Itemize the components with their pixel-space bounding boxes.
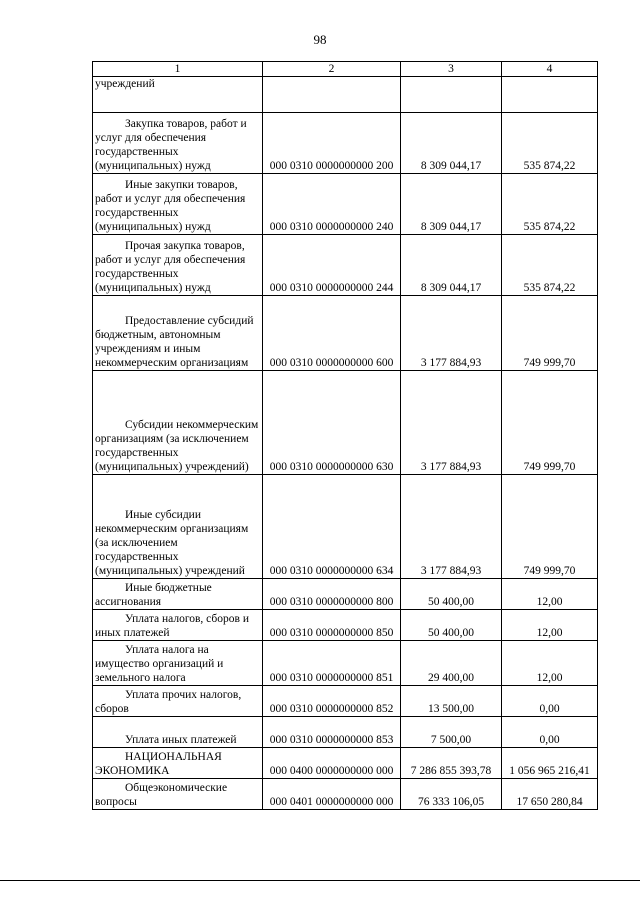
row-name: Уплата налогов, сборов и иных платежей [95,613,249,639]
row-code: 000 0310 0000000000 800 [263,579,401,610]
row-value-col3 [401,77,502,113]
row-value-col3: 50 400,00 [401,579,502,610]
row-code: 000 0310 0000000000 200 [263,113,401,174]
row-value-col4: 0,00 [502,686,598,717]
row-value-col4: 535 874,22 [502,235,598,296]
row-code: 000 0310 0000000000 600 [263,296,401,371]
row-value-col4: 0,00 [502,717,598,748]
row-value-col4: 12,00 [502,641,598,686]
row-value-col3: 50 400,00 [401,610,502,641]
row-value-col3: 8 309 044,17 [401,235,502,296]
row-value-col3: 3 177 884,93 [401,296,502,371]
row-value-col4 [502,77,598,113]
row-name-cell [93,610,263,641]
row-name-cell [93,113,263,174]
row-value-col4: 12,00 [502,579,598,610]
row-value-col4: 17 650 280,84 [502,779,598,810]
row-name: Прочая закупка товаров, работ и услуг для обеспечения государственных (муниципальных) нужд [95,240,246,294]
row-name: Уплата налога на имущество организаций и земельного налога [95,644,224,684]
row-value-col4: 535 874,22 [502,113,598,174]
row-code: 000 0400 0000000000 000 [263,748,401,779]
row-name-cell [93,174,263,235]
row-value-col3: 8 309 044,17 [401,174,502,235]
page-number: 98 [313,32,327,47]
column-header-4: 4 [502,62,598,77]
row-code: 000 0310 0000000000 634 [263,475,401,579]
column-header-2: 2 [263,62,401,77]
row-name: НАЦИОНАЛЬНАЯ ЭКОНОМИКА [95,751,222,777]
row-value-col4: 535 874,22 [502,174,598,235]
table-row [93,174,598,235]
row-name-cell [93,371,263,475]
row-name: Уплата прочих налогов, сборов [95,689,242,715]
row-value-col3: 8 309 044,17 [401,113,502,174]
row-name: Иные субсидии некоммерческим организациям (за исключением государственных (муниципальных) учреждений [95,509,249,577]
row-name-cell [93,641,263,686]
row-name: Предоставление субсидий бюджетным, автономным учреждениям и иным некоммерческим организациям [95,315,254,369]
table-row [93,113,598,174]
row-code: 000 0310 0000000000 853 [263,717,401,748]
row-value-col3: 7 286 855 393,78 [401,748,502,779]
row-value-col4: 749 999,70 [502,296,598,371]
row-value-col4: 1 056 965 216,41 [502,748,598,779]
row-code: 000 0310 0000000000 630 [263,371,401,475]
row-name-cell [93,686,263,717]
table-row [93,235,598,296]
row-code: 000 0310 0000000000 244 [263,235,401,296]
table-row [93,641,598,686]
table-row [93,77,598,113]
row-name: Общеэкономические вопросы [95,782,228,808]
row-value-col4: 749 999,70 [502,475,598,579]
row-value-col3: 13 500,00 [401,686,502,717]
row-code: 000 0401 0000000000 000 [263,779,401,810]
table-row [93,748,598,779]
row-value-col3: 7 500,00 [401,717,502,748]
row-name-cell [93,77,263,113]
table-row [93,371,598,475]
table-row [93,579,598,610]
budget-table [92,61,598,810]
row-name: учреждений [95,78,155,90]
row-code: 000 0310 0000000000 850 [263,610,401,641]
row-name: Иные бюджетные ассигнования [95,582,212,608]
row-name-cell [93,779,263,810]
row-name: Иные закупки товаров, работ и услуг для обеспечения государственных (муниципальных) нужд [95,179,246,233]
row-name: Субсидии некоммерческим организациям (за исключением государственных (муниципальных) учреждений) [95,419,259,473]
row-name: Закупка товаров, работ и услуг для обеспечения государственных (муниципальных) нужд [95,118,247,172]
row-name: Уплата иных платежей [125,734,237,746]
column-header-1: 1 [93,62,263,77]
row-value-col3: 76 333 106,05 [401,779,502,810]
row-code: 000 0310 0000000000 240 [263,174,401,235]
table-row [93,717,598,748]
row-code [263,77,401,113]
row-name-cell [93,579,263,610]
row-name-cell [93,717,263,748]
row-name-cell [93,748,263,779]
table-row [93,779,598,810]
row-name-cell [93,296,263,371]
table-row [93,686,598,717]
table-body [93,77,598,810]
row-name-cell [93,235,263,296]
row-value-col3: 29 400,00 [401,641,502,686]
table-row [93,610,598,641]
table-row [93,296,598,371]
table-row [93,475,598,579]
column-header-3: 3 [401,62,502,77]
row-value-col3: 3 177 884,93 [401,371,502,475]
row-value-col4: 749 999,70 [502,371,598,475]
page-bottom-rule [0,880,640,881]
row-code: 000 0310 0000000000 851 [263,641,401,686]
row-name-cell [93,475,263,579]
row-value-col4: 12,00 [502,610,598,641]
table-header-row [93,62,598,77]
row-code: 000 0310 0000000000 852 [263,686,401,717]
row-value-col3: 3 177 884,93 [401,475,502,579]
